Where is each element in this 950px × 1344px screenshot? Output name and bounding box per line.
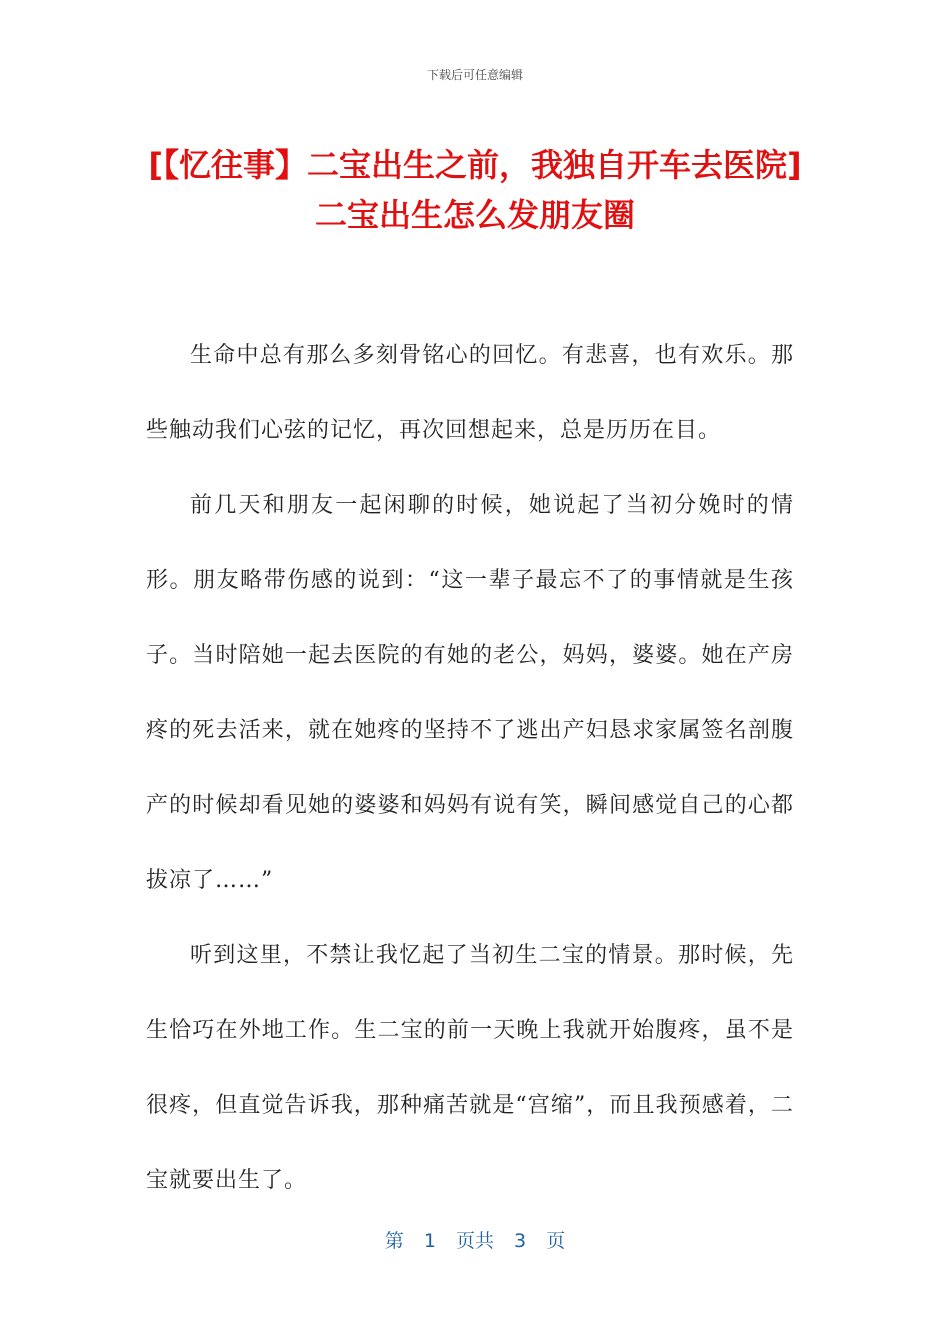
footer-total-pages: 3 bbox=[514, 1230, 527, 1252]
footer-current-page: 1 bbox=[423, 1230, 436, 1252]
footer-prefix: 第 bbox=[384, 1230, 404, 1252]
paragraph-2: 前几天和朋友一起闲聊的时候，她说起了当初分娩时的情形。朋友略带伤感的说到：“这一辈子最忘不了的事情就是生孩子。当时陪她一起去医院的有她的老公，妈妈，婆婆。她在产房疼的死去活来，就在她疼的坚持不了逃出产妇恳求家属签名剖腹产的时候却看见她的婆婆和妈妈有说有笑，瞬间感觉自己的心都拔凉了……” bbox=[146, 493, 794, 893]
header-note: 下载后可任意编辑 bbox=[426, 68, 523, 82]
paragraph-1: 生命中总有那么多刻骨铭心的回忆。有悲喜，也有欢乐。那些触动我们心弦的记忆，再次回想起来，总是历历在目。 bbox=[146, 343, 794, 443]
paragraph-3: 听到这里，不禁让我忆起了当初生二宝的情景。那时候，先生恰巧在外地工作。生二宝的前一天晚上我就开始腹疼，虽不是很疼，但直觉告诉我，那种痛苦就是“宫缩”，而且我预感着，二宝就要出生了。 bbox=[146, 943, 794, 1193]
footer-middle: 页共 bbox=[455, 1230, 494, 1252]
document-body bbox=[146, 318, 794, 1218]
footer-suffix: 页 bbox=[546, 1230, 566, 1252]
page-footer bbox=[0, 1226, 950, 1253]
document-title: [【忆往事】二宝出生之前，我独自开车去医院]二宝出生怎么发朋友圈 bbox=[148, 146, 802, 234]
